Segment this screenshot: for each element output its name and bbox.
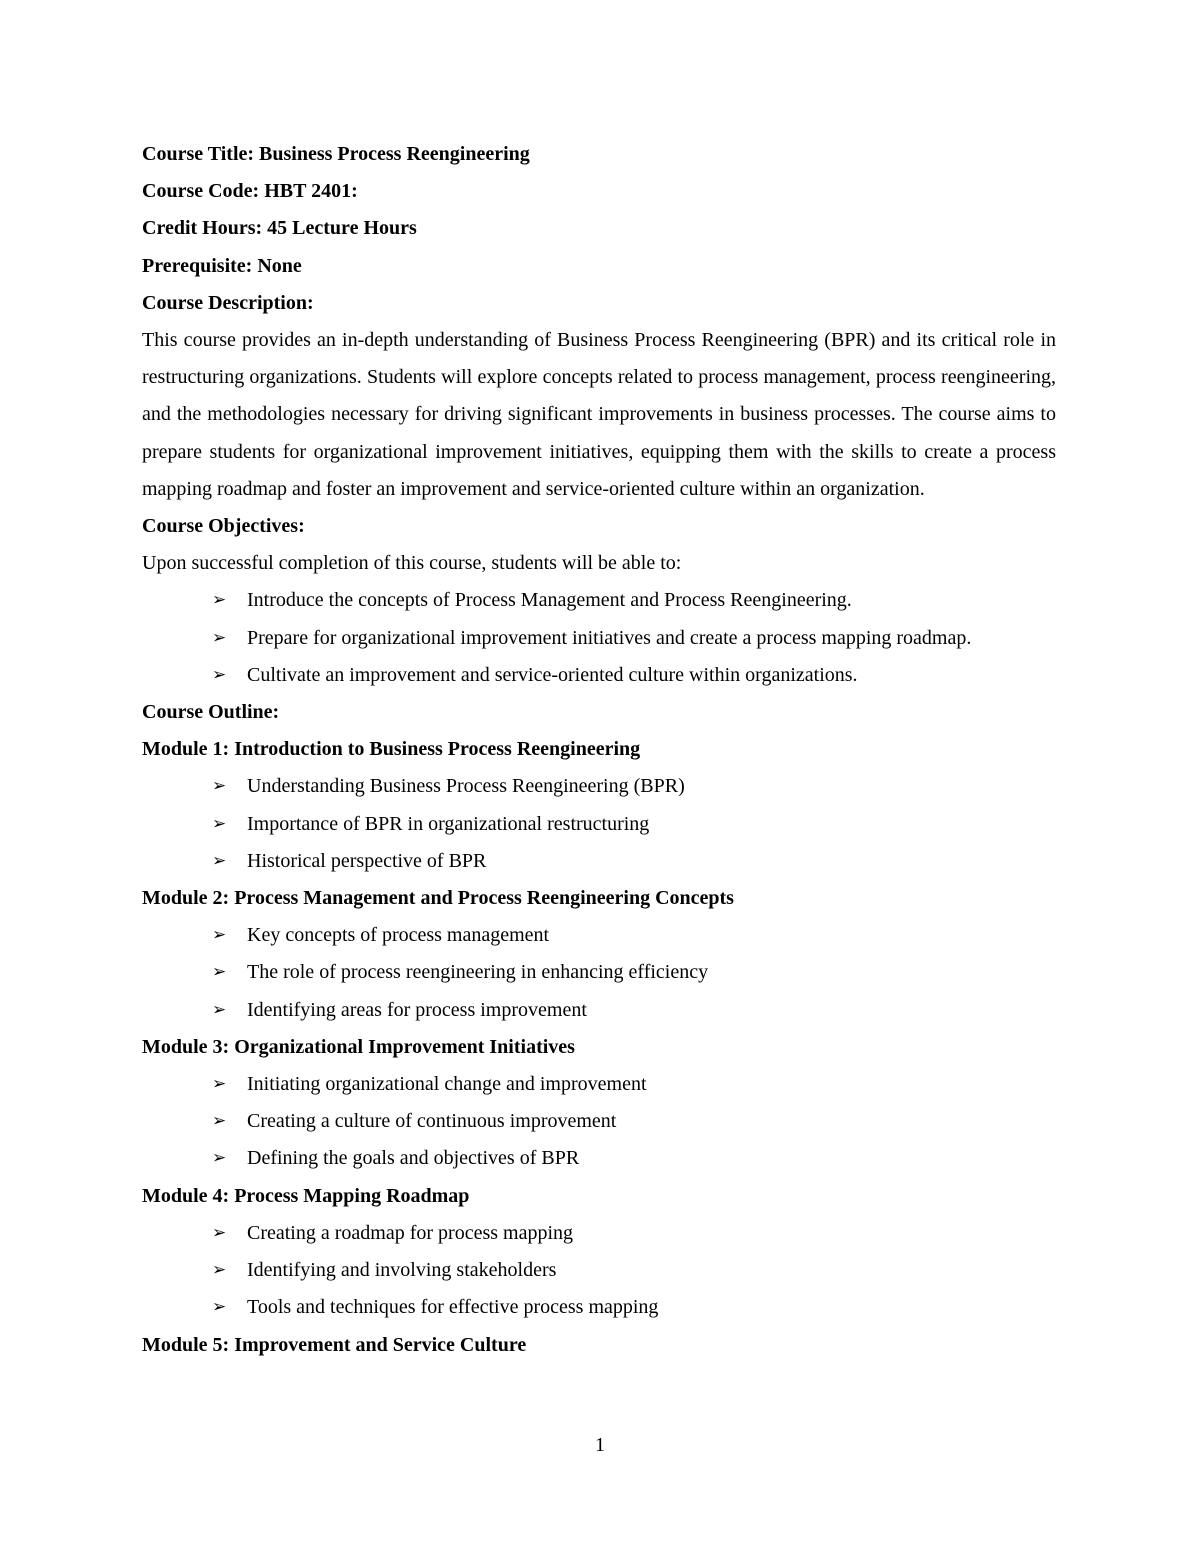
list-item	[142, 954, 1056, 991]
module-5-title: Module 5: Improvement and Service Culture	[142, 1333, 527, 1356]
arrow-bullet-icon: ➢	[212, 850, 227, 871]
arrow-bullet-icon: ➢	[212, 1111, 227, 1132]
module-item-text: Creating a culture of continuous improvement	[247, 1110, 617, 1133]
objective-text: Cultivate an improvement and service-oriented culture within organizations.	[247, 663, 858, 686]
module-4-list	[142, 1215, 1056, 1327]
module-item-text: Importance of BPR in organizational restructuring	[247, 812, 650, 835]
objective-text: Introduce the concepts of Process Management and Process Reengineering.	[247, 589, 852, 612]
arrow-bullet-icon: ➢	[212, 962, 227, 983]
list-item	[142, 657, 1056, 694]
prerequisite: Prerequisite: None	[142, 254, 302, 277]
list-item	[142, 768, 1056, 805]
arrow-bullet-icon: ➢	[212, 1074, 227, 1095]
module-3-list	[142, 1066, 1056, 1178]
module-1-title: Module 1: Introduction to Business Process Reengineering	[142, 738, 641, 761]
module-item-text: Defining the goals and objectives of BPR	[247, 1147, 580, 1170]
list-item	[142, 1103, 1056, 1140]
list-item	[142, 806, 1056, 843]
arrow-bullet-icon: ➢	[212, 999, 227, 1020]
objectives-heading: Course Objectives:	[142, 515, 305, 538]
list-item	[142, 917, 1056, 954]
module-1-list	[142, 768, 1056, 880]
module-2-list	[142, 917, 1056, 1029]
credit-hours: Credit Hours: 45 Lecture Hours	[142, 217, 417, 240]
module-item-text: Creating a roadmap for process mapping	[247, 1221, 574, 1244]
arrow-bullet-icon: ➢	[212, 1297, 227, 1318]
module-2-title: Module 2: Process Management and Process Reengineering Concepts	[142, 887, 734, 910]
objectives-list	[142, 582, 1056, 694]
description-heading: Course Description:	[142, 291, 314, 314]
arrow-bullet-icon: ➢	[212, 1148, 227, 1169]
list-item	[142, 1215, 1056, 1252]
outline-heading: Course Outline:	[142, 701, 280, 724]
module-4-title: Module 4: Process Mapping Roadmap	[142, 1184, 470, 1207]
module-item-text: Understanding Business Process Reengineering (BPR)	[247, 775, 685, 798]
arrow-bullet-icon: ➢	[212, 664, 227, 685]
module-item-text: Identifying areas for process improvement	[247, 998, 587, 1021]
module-item-text: The role of process reengineering in enhancing efficiency	[247, 961, 709, 984]
list-item	[142, 620, 1056, 657]
arrow-bullet-icon: ➢	[212, 813, 227, 834]
arrow-bullet-icon: ➢	[212, 1260, 227, 1281]
list-item	[142, 843, 1056, 880]
course-title: Course Title: Business Process Reengineering	[142, 143, 530, 165]
document-body	[142, 136, 1056, 1364]
objectives-intro: Upon successful completion of this course, students will be able to:	[142, 552, 682, 575]
page-number: 1	[595, 1434, 605, 1456]
description-text: This course provides an in-depth understanding of Business Process Reengineering (BPR) and its critical role in restructuring organizations. Students will explore concepts related to process management, process reengineering, and the methodologies necessary for driving significant improvements in business processes. The course aims to prepare students for organizational improvement initiatives, equipping them with the skills to create a process mapping roadmap and foster an improvement and service-oriented culture within an organization.	[142, 329, 1056, 500]
module-item-text: Identifying and involving stakeholders	[247, 1259, 557, 1282]
objective-text: Prepare for organizational improvement initiatives and create a process mapping roadmap.	[247, 626, 972, 649]
list-item	[142, 1140, 1056, 1177]
module-item-text: Initiating organizational change and improvement	[247, 1073, 647, 1096]
arrow-bullet-icon: ➢	[212, 627, 227, 648]
module-3-title: Module 3: Organizational Improvement Initiatives	[142, 1035, 575, 1058]
list-item	[142, 582, 1056, 619]
module-item-text: Tools and techniques for effective process mapping	[247, 1296, 659, 1319]
arrow-bullet-icon: ➢	[212, 776, 227, 797]
arrow-bullet-icon: ➢	[212, 590, 227, 611]
module-item-text: Key concepts of process management	[247, 924, 550, 947]
list-item	[142, 1066, 1056, 1103]
arrow-bullet-icon: ➢	[212, 1222, 227, 1243]
arrow-bullet-icon: ➢	[212, 925, 227, 946]
list-item	[142, 1252, 1056, 1289]
course-code: Course Code: HBT 2401:	[142, 180, 358, 203]
module-item-text: Historical perspective of BPR	[247, 849, 487, 872]
list-item	[142, 992, 1056, 1029]
list-item	[142, 1289, 1056, 1326]
